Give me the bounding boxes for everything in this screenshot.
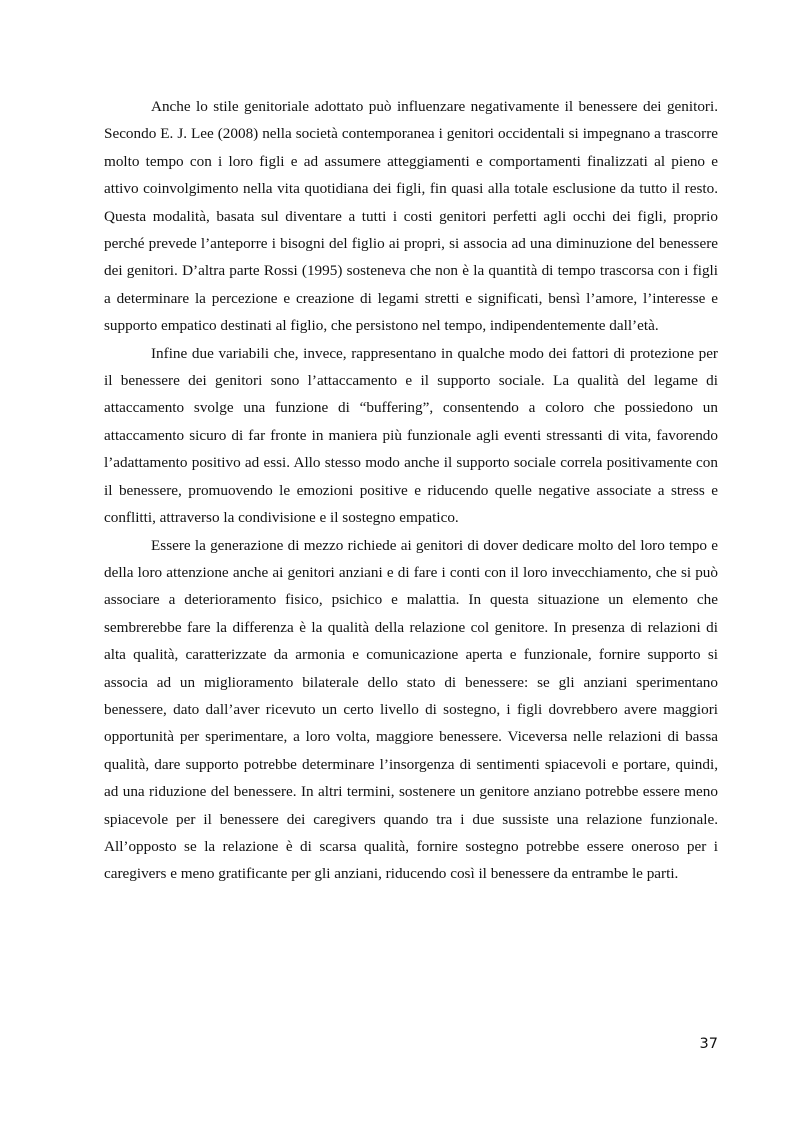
paragraph-protective-factors: Infine due variabili che, invece, rappresentano in qualche modo dei fattori di protezione per il benessere dei genitori sono l’attaccamento e il supporto sociale. La qualità del legame di attaccamento svolge una funzione di “buffering”, consentendo a coloro che possiedono un attaccamento sicuro di far fronte in maniera più funzionale agli eventi stressanti di vita, favorendo l’adattamento positivo ad essi. Allo stesso modo anche il supporto sociale correla positivamente con il benessere, promuovendo le emozioni positive e riducendo quelle negative associate a stress e conflitti, attraverso la condivisione e il sostegno empatico. [104,344,718,527]
page-number: 37 [699,1036,718,1052]
paragraph-parenting-style: Anche lo stile genitoriale adottato può influenzare negativamente il benessere dei genitori. Secondo E. J. Lee (2008) nella società contemporanea i genitori occidentali si impegnano a trascorre molto tempo con i loro figli e ad assumere atteggiamenti e comportamenti finalizzati al pieno e attivo coinvolgimento nella vita quotidiana dei figli, fin quasi alla totale esclusione da tutto il resto. Questa modalità, basata sul diventare a tutti i costi genitori perfetti agli occhi dei figli, proprio perché prevede l’anteporre i bisogni del figlio ai propri, si associa ad una diminuzione del benessere dei genitori. D’altra parte Rossi (1995) sosteneva che non è la quantità di tempo trascorsa con i figli a determinare la percezione e creazione di legami stretti e significati, bensì l’amore, l’interesse e supporto empatico destinati al figlio, che persistono nel tempo, indipendentemente dall’età. [104,98,718,335]
paragraph-middle-generation: Essere la generazione di mezzo richiede ai genitori di dover dedicare molto del loro tempo e della loro attenzione anche ai genitori anziani e di fare i conti con il loro invecchiamento, che si può associare a deterioramento fisico, psichico e malattia. In questa situazione un elemento che sembrerebbe fare la differenza è la qualità della relazione col genitore. In presenza di relazioni di alta qualità, caratterizzate da armonia e comunicazione aperta e funzionale, fornire supporto si associa ad un miglioramento bilaterale dello stato di benessere: se gli anziani sperimentano benessere, dato dall’aver ricevuto un certo livello di sostegno, i figli dovrebbero avere maggiori opportunità per sperimentare, a loro volta, maggiore benessere. Viceversa nelle relazioni di bassa qualità, dare supporto potrebbe determinare l’insorgenza di sentimenti spiacevoli e portare, quindi, ad una riduzione del benessere. In altri termini, sostenere un genitore anziano potrebbe essere meno spiacevole per il benessere dei caregivers quando tra i due sussiste una relazione funzionale. All’opposto se la relazione è di scarsa qualità, fornire sostegno potrebbe essere oneroso per i caregivers e meno gratificante per gli anziani, riducendo così il benessere da entrambe le parti. [104,536,718,883]
body-text [104,93,718,888]
